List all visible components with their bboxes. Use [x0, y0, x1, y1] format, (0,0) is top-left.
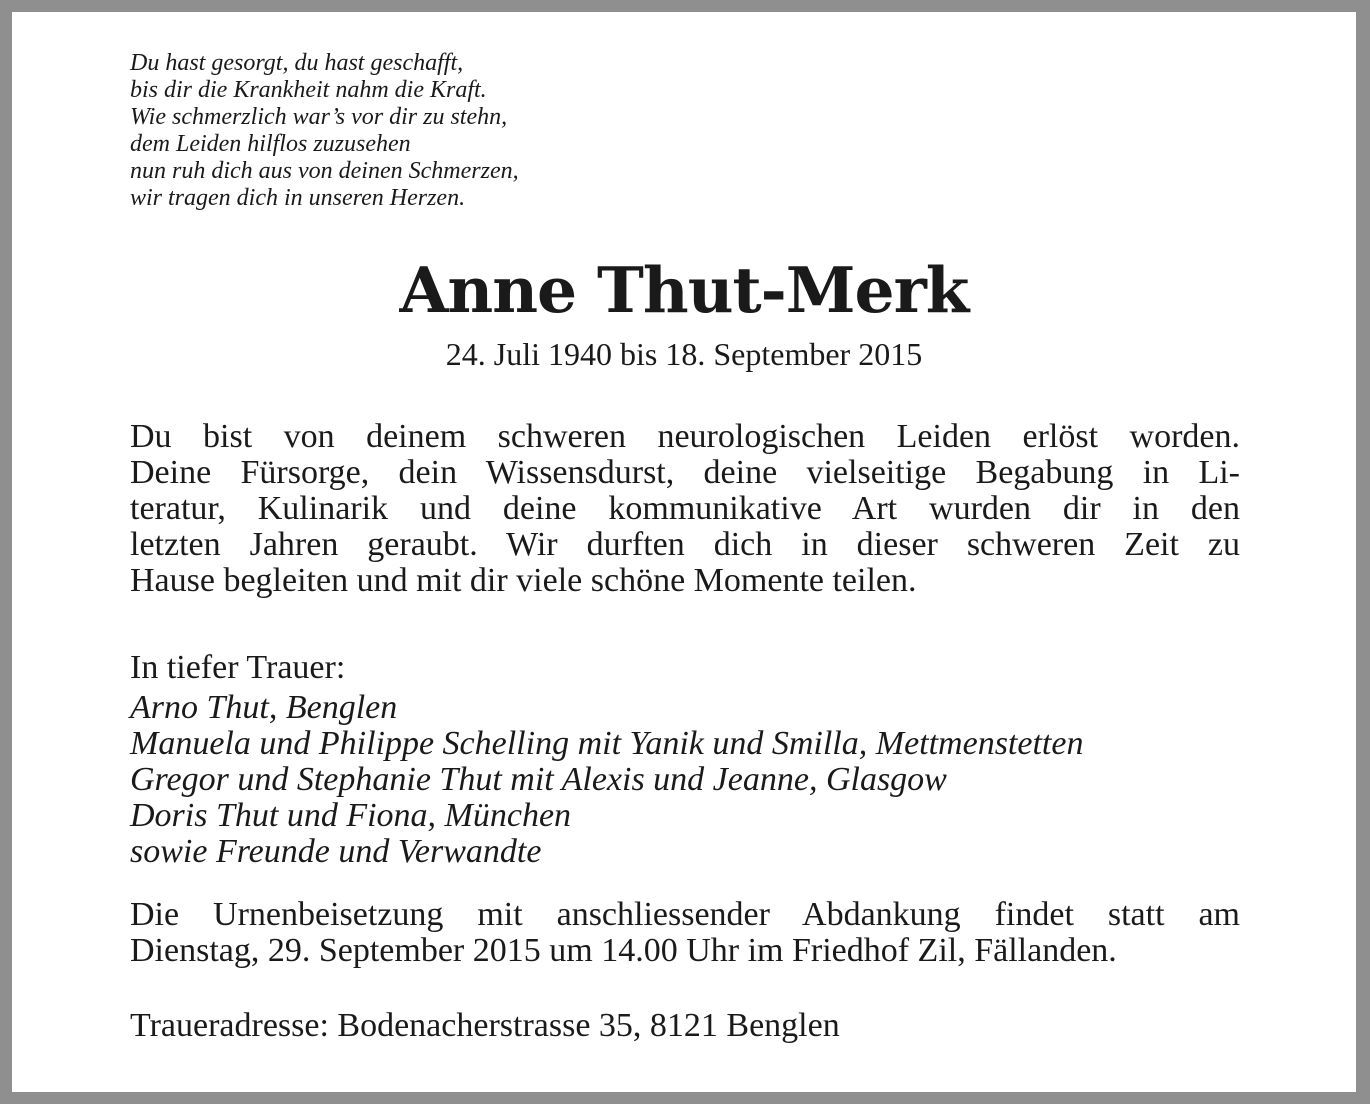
intro-paragraph	[130, 419, 1240, 599]
deceased-name: Anne Thut-Merk	[399, 253, 969, 327]
poem-line: wir tragen dich in unseren Herzen.	[130, 185, 466, 211]
poem	[130, 50, 519, 212]
intro-line: letzten Jahren geraubt. Wir durften dich in dieser schweren Zeit zu	[130, 526, 1240, 563]
poem-line: Du hast gesorgt, du hast geschafft,	[130, 50, 464, 76]
life-dates: 24. Juli 1940 bis 18. September 2015	[445, 336, 923, 372]
mourners-list	[130, 690, 1240, 870]
mourner-entry: Gregor und Stephanie Thut mit Alexis und Jeanne, Glasgow	[130, 761, 947, 798]
mourning-label: In tiefer Trauer:	[130, 649, 346, 686]
ceremony-paragraph	[130, 897, 1240, 969]
mourner-entry: Manuela und Philippe Schelling mit Yanik und Smilla, Mettmenstetten	[130, 725, 1084, 762]
ceremony-line: Die Urnenbeisetzung mit anschliessender Abdankung findet statt am	[130, 896, 1240, 933]
intro-line: Hause begleiten und mit dir viele schöne Momente teilen.	[130, 562, 917, 599]
mourner-entry: Arno Thut, Benglen	[130, 689, 398, 726]
poem-line: Wie schmerzlich war’s vor dir zu stehn,	[130, 104, 508, 130]
mourning-address: Traueradresse: Bodenacherstrasse 35, 8121 Benglen	[130, 1007, 840, 1044]
ceremony-line: Dienstag, 29. September 2015 um 14.00 Uhr im Friedhof Zil, Fällanden.	[130, 932, 1117, 969]
poem-line: bis dir die Krankheit nahm die Kraft.	[130, 77, 487, 103]
mourner-entry: sowie Freunde und Verwandte	[130, 833, 542, 870]
poem-line: dem Leiden hilflos zuzusehen	[130, 131, 411, 157]
obituary-notice	[12, 12, 1356, 1092]
mourner-entry: Doris Thut und Fiona, München	[130, 797, 572, 834]
intro-line: teratur, Kulinarik und deine kommunikative Art wurden dir in den	[130, 490, 1240, 527]
poem-line: nun ruh dich aus von deinen Schmerzen,	[130, 158, 519, 184]
intro-line: Deine Fürsorge, dein Wissensdurst, deine vielseitige Begabung in Li-	[130, 454, 1240, 491]
intro-line: Du bist von deinem schweren neurologischen Leiden erlöst worden.	[130, 418, 1240, 455]
